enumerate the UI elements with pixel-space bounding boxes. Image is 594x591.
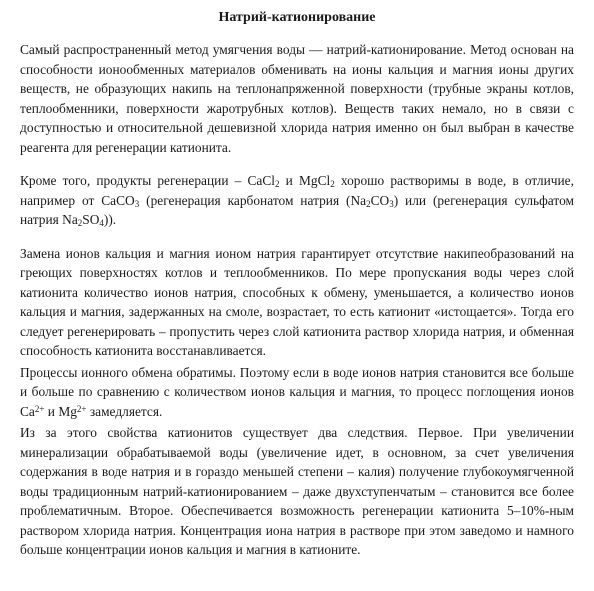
paragraph-consequences: Из за этого свойства катионитов существует два следствия. Первое. При увеличении минерализации обрабатываемой воды (увеличение идет, в основном, за счет увеличения содержания в воде натрия и в гораздо меньшей степени – калия) получение глубокоумягченной воды традиционным натрий-катионированием – даже двухступенчатым – становится все более проблематичным. Второе. Обеспечивается возможность регенерации катионита 5–10%-ным раствором хлорида натрия. Концентрация иона натрия в растворе при этом заведомо и намного больше концентрации ионов кальция и магния в катионите. bbox=[20, 425, 574, 557]
subscript: 3 bbox=[389, 198, 394, 209]
subscript: 2 bbox=[275, 179, 280, 189]
text-run: Процессы ионного обмена обратимы. Поэтому если в воде ионов натрия становится все больше и больше по сравнению с количеством ионов кальция и магния, то процесс поглощения ионов Ca bbox=[20, 364, 574, 419]
paragraph-ion-replacement: Замена ионов кальция и магния ионом натрия гарантирует отсутствие накипеобразований на греющих поверхностях котлов и теплообменников. По мере пропускания воды через слой катионита количество ионов натрия, способных к обмену, уменьшается, а количество ионов кальция и магния, задержанных на смоле, возрастает, то есть катионит «истощается». Тогда его следует регенерировать – пропустить через слой катионита раствор хлорида натрия, и обменная способность катионита восстанавливается. bbox=[20, 245, 574, 358]
text-run: хорошо растворимы в воде, в отличие, например от CaCO bbox=[20, 173, 574, 208]
paragraph-intro: Самый распространенный метод умягчения воды — натрий-катионирование. Метод основан на способности ионообменных материалов обменивать на ионы кальция и магния ионы других веществ, не образующих накипь на теплонапряженной поверхности (трубные экраны котлов, теплообменники, поверхности жаротрубных котлов). Веществ таких немало, но в связи с доступностью и относительной дешевизной хлорида натрия именно он был выбран в качестве реагента для регенерации катионита. bbox=[20, 42, 574, 155]
text-run: Кроме того, продукты регенерации – CaCl bbox=[20, 173, 276, 188]
subscript: 3 bbox=[134, 198, 140, 209]
text-run: и Mg bbox=[44, 403, 77, 419]
superscript: 2+ bbox=[76, 403, 87, 414]
subscript: 2 bbox=[330, 179, 335, 189]
subscript: 2 bbox=[77, 218, 83, 228]
paragraph-reversibility bbox=[20, 363, 574, 422]
text-run: и MgCl bbox=[279, 173, 331, 188]
subscript: 2 bbox=[366, 198, 371, 209]
text-run: )). bbox=[103, 212, 117, 227]
text-run: (регенерация карбонатом натрия (Na bbox=[139, 192, 367, 208]
text-run: SO bbox=[82, 212, 100, 227]
document-title: Натрий-катионирование bbox=[218, 10, 376, 25]
superscript: 2+ bbox=[34, 403, 45, 414]
text-run: ) или (регенерация сульфатом натрия Na bbox=[20, 192, 574, 227]
subscript: 4 bbox=[99, 218, 104, 228]
text-run: CO bbox=[370, 192, 390, 208]
text-run: замедляется. bbox=[86, 403, 163, 419]
paragraph-regeneration-products bbox=[20, 171, 574, 230]
